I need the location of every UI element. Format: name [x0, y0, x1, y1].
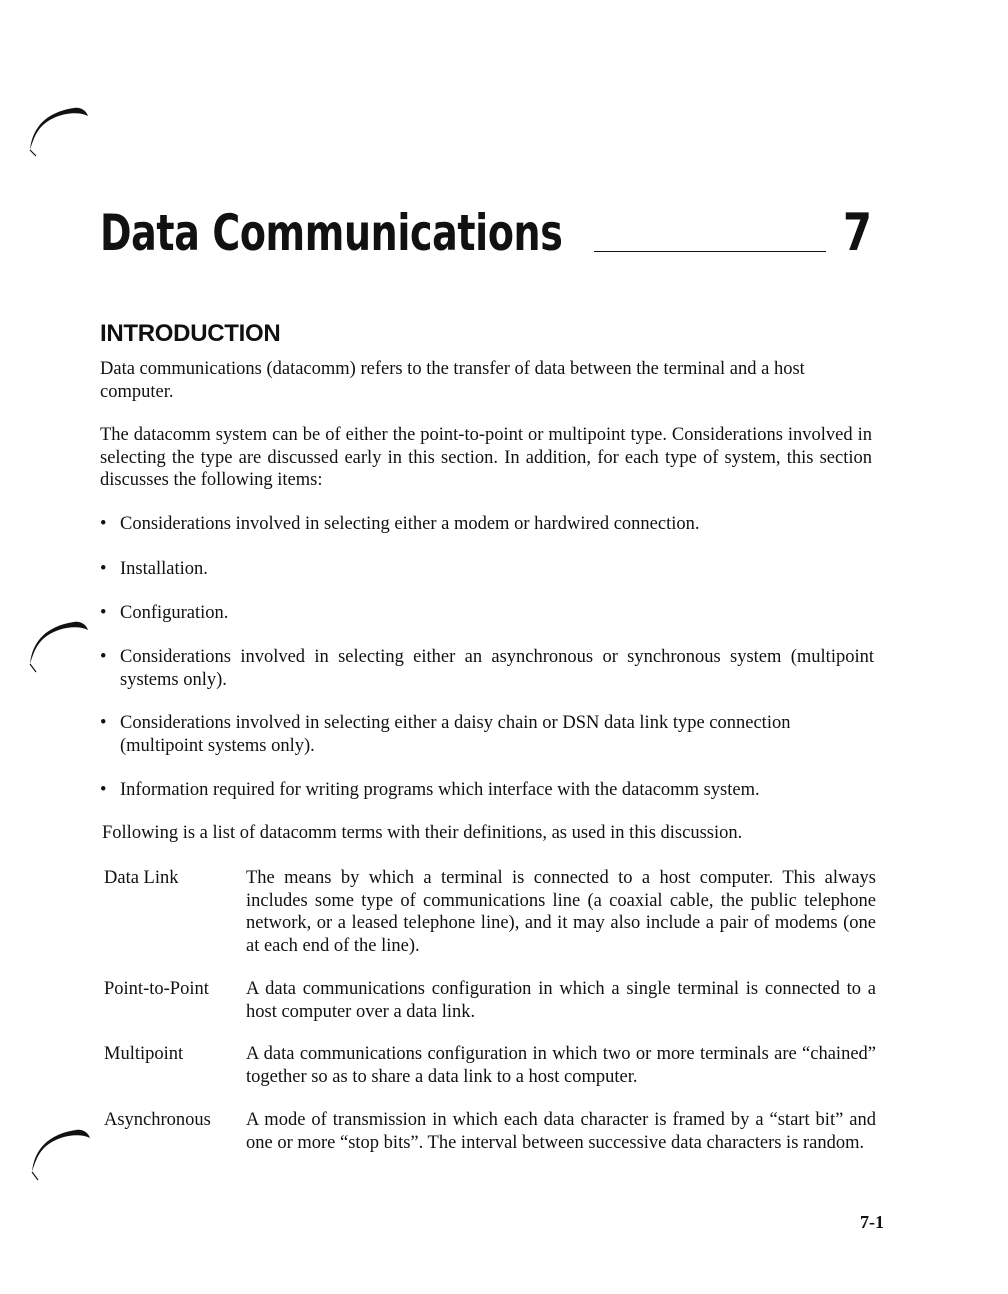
list-item [100, 602, 874, 625]
list-item-text: Information required for writing programs which interface with the datacomm system. [120, 780, 760, 800]
list-item-text: Installation. [120, 559, 208, 579]
list-item [100, 646, 874, 691]
intro-paragraph: Data communications (datacomm) refers to the transfer of data between the terminal and a host computer. [100, 359, 805, 402]
bullet-icon: • [100, 559, 107, 579]
list-item-text: Configuration. [120, 603, 229, 623]
bullet-icon: • [100, 603, 107, 623]
binder-hole-top [24, 100, 94, 160]
list-item-text: Considerations involved in selecting either an asynchronous or synchronous system (multipoint systems only). [120, 647, 874, 690]
bullet-icon: • [100, 647, 107, 667]
glossary-intro: Following is a list of datacomm terms with their definitions, as used in this discussion. [102, 823, 743, 843]
binder-hole-bottom [26, 1122, 96, 1182]
bullet-icon: • [100, 780, 107, 800]
punch-hole-icon [24, 100, 94, 160]
list-item [100, 558, 874, 581]
chapter-title: Data Communications [100, 204, 563, 262]
glossary-term: Multipoint [104, 1044, 184, 1064]
bullet-icon: • [100, 514, 107, 534]
glossary-term: Asynchronous [104, 1110, 211, 1130]
punch-hole-icon [26, 1122, 96, 1182]
glossary-definition: A data communications configuration in which a single terminal is connected to a host computer over a data link. [246, 979, 876, 1022]
glossary-definition: A data communications configuration in which two or more terminals are “chained” together so as to share a data link to a host computer. [246, 1044, 876, 1087]
page-number: 7-1 [860, 1212, 884, 1232]
glossary-term: Point-to-Point [104, 979, 209, 999]
list-item [100, 513, 874, 536]
punch-hole-icon [24, 614, 94, 674]
list-item-text: Considerations involved in selecting either a daisy chain or DSN data link type connection (multipoint systems only). [120, 713, 791, 756]
glossary-definition: The means by which a terminal is connected to a host computer. This always includes some type of communications line (a coaxial cable, the public telephone network, or a leased telephone line), and it may also include a pair of modems (one at each end of the line). [246, 868, 876, 956]
list-item [100, 779, 874, 802]
title-rule [594, 251, 826, 252]
system-types-paragraph: The datacomm system can be of either the point-to-point or multipoint type. Considerations involved in selecting the type are discussed early in this section. In addition, for each type of system, this section discusses the following items: [100, 425, 872, 490]
bullet-icon: • [100, 713, 107, 733]
list-item [100, 712, 874, 757]
chapter-number: 7 [843, 203, 872, 263]
section-heading: INTRODUCTION [100, 320, 281, 347]
glossary-term: Data Link [104, 868, 179, 888]
binder-hole-middle [24, 614, 94, 674]
list-item-text: Considerations involved in selecting either a modem or hardwired connection. [120, 514, 700, 534]
glossary-definition: A mode of transmission in which each data character is framed by a “start bit” and one or more “stop bits”. The interval between successive data characters is random. [246, 1110, 876, 1153]
